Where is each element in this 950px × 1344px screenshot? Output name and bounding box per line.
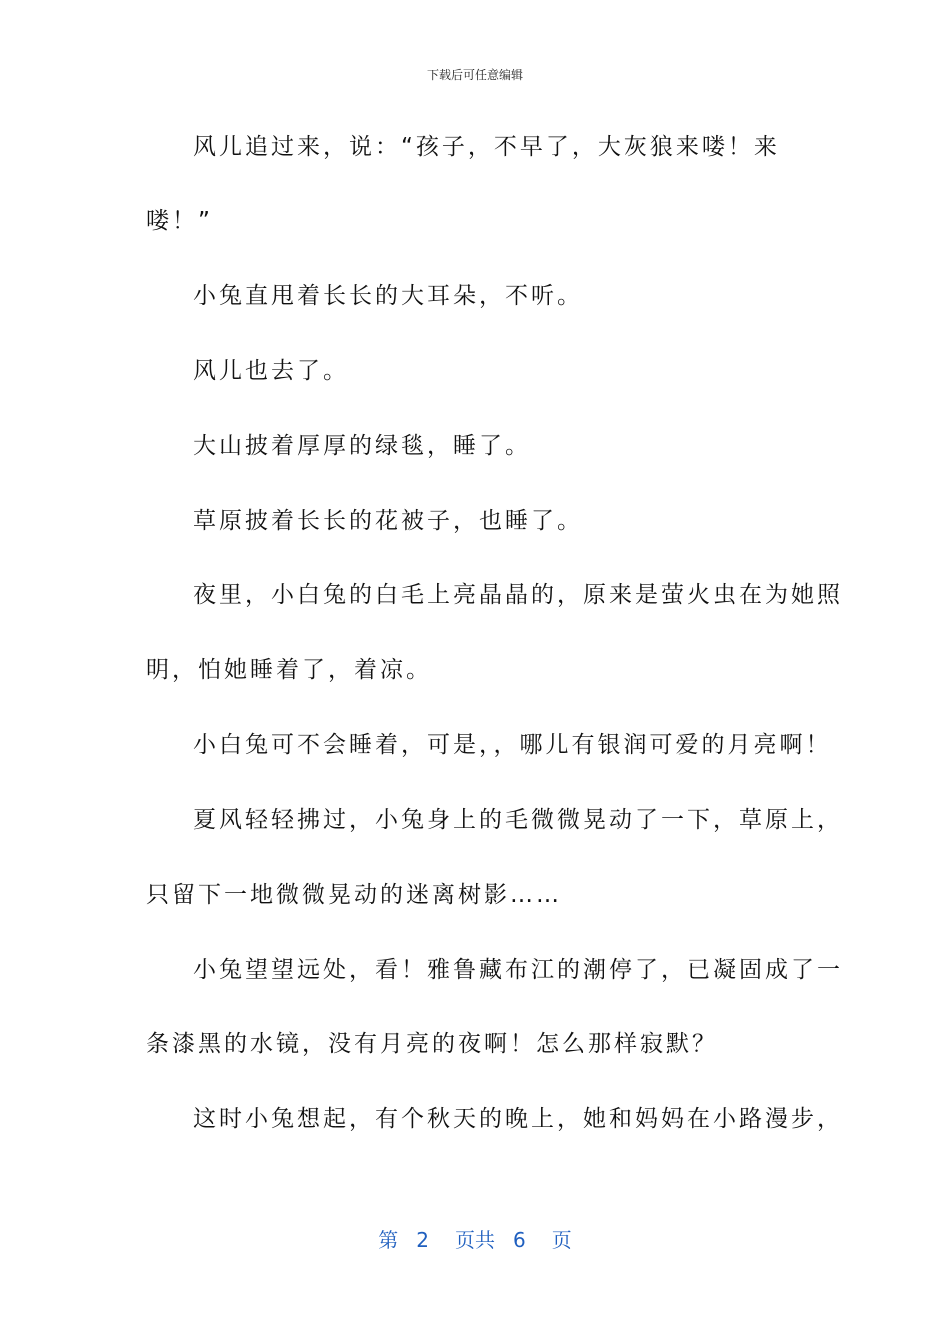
text-line: 只留下一地微微晃动的迷离树影…… (146, 882, 562, 908)
text-line: 风儿也去了。 (193, 358, 349, 384)
page-prefix: 第 (378, 1228, 399, 1252)
text-line: 夜里，小白兔的白毛上亮晶晶的，原来是萤火虫在为她照 (193, 582, 843, 608)
text-line: 风儿追过来，说：“孩子，不早了，大灰狼来喽！来 (193, 134, 780, 160)
text-line: 条漆黑的水镜，没有月亮的夜啊！怎么那样寂默？ (146, 1031, 718, 1057)
text-line: 小兔直甩着长长的大耳朵，不听。 (193, 283, 583, 309)
text-line: 小兔望望远处，看！雅鲁藏布江的潮停了，已凝固成了一 (193, 957, 843, 983)
text-line: 这时小兔想起，有个秋天的晚上，她和妈妈在小路漫步， (193, 1106, 843, 1132)
page-footer (0, 1224, 950, 1253)
total-pages-number: 6 (513, 1228, 526, 1252)
text-line: 夏风轻轻拂过，小兔身上的毛微微晃动了一下，草原上， (193, 807, 843, 833)
text-line: 大山披着厚厚的绿毯，睡了。 (193, 433, 531, 459)
page-mid: 页共 (455, 1228, 495, 1252)
text-line: 小白兔可不会睡着，可是，，哪儿有银润可爱的月亮啊！ (193, 732, 832, 758)
text-line: 草原披着长长的花被子，也睡了。 (193, 508, 583, 534)
text-line: 喽！” (146, 208, 213, 234)
current-page-number: 2 (416, 1228, 429, 1252)
page-suffix: 页 (551, 1228, 572, 1252)
text-line: 明，怕她睡着了，着凉。 (146, 657, 432, 683)
page-header: 下载后可任意编辑 (426, 68, 523, 82)
